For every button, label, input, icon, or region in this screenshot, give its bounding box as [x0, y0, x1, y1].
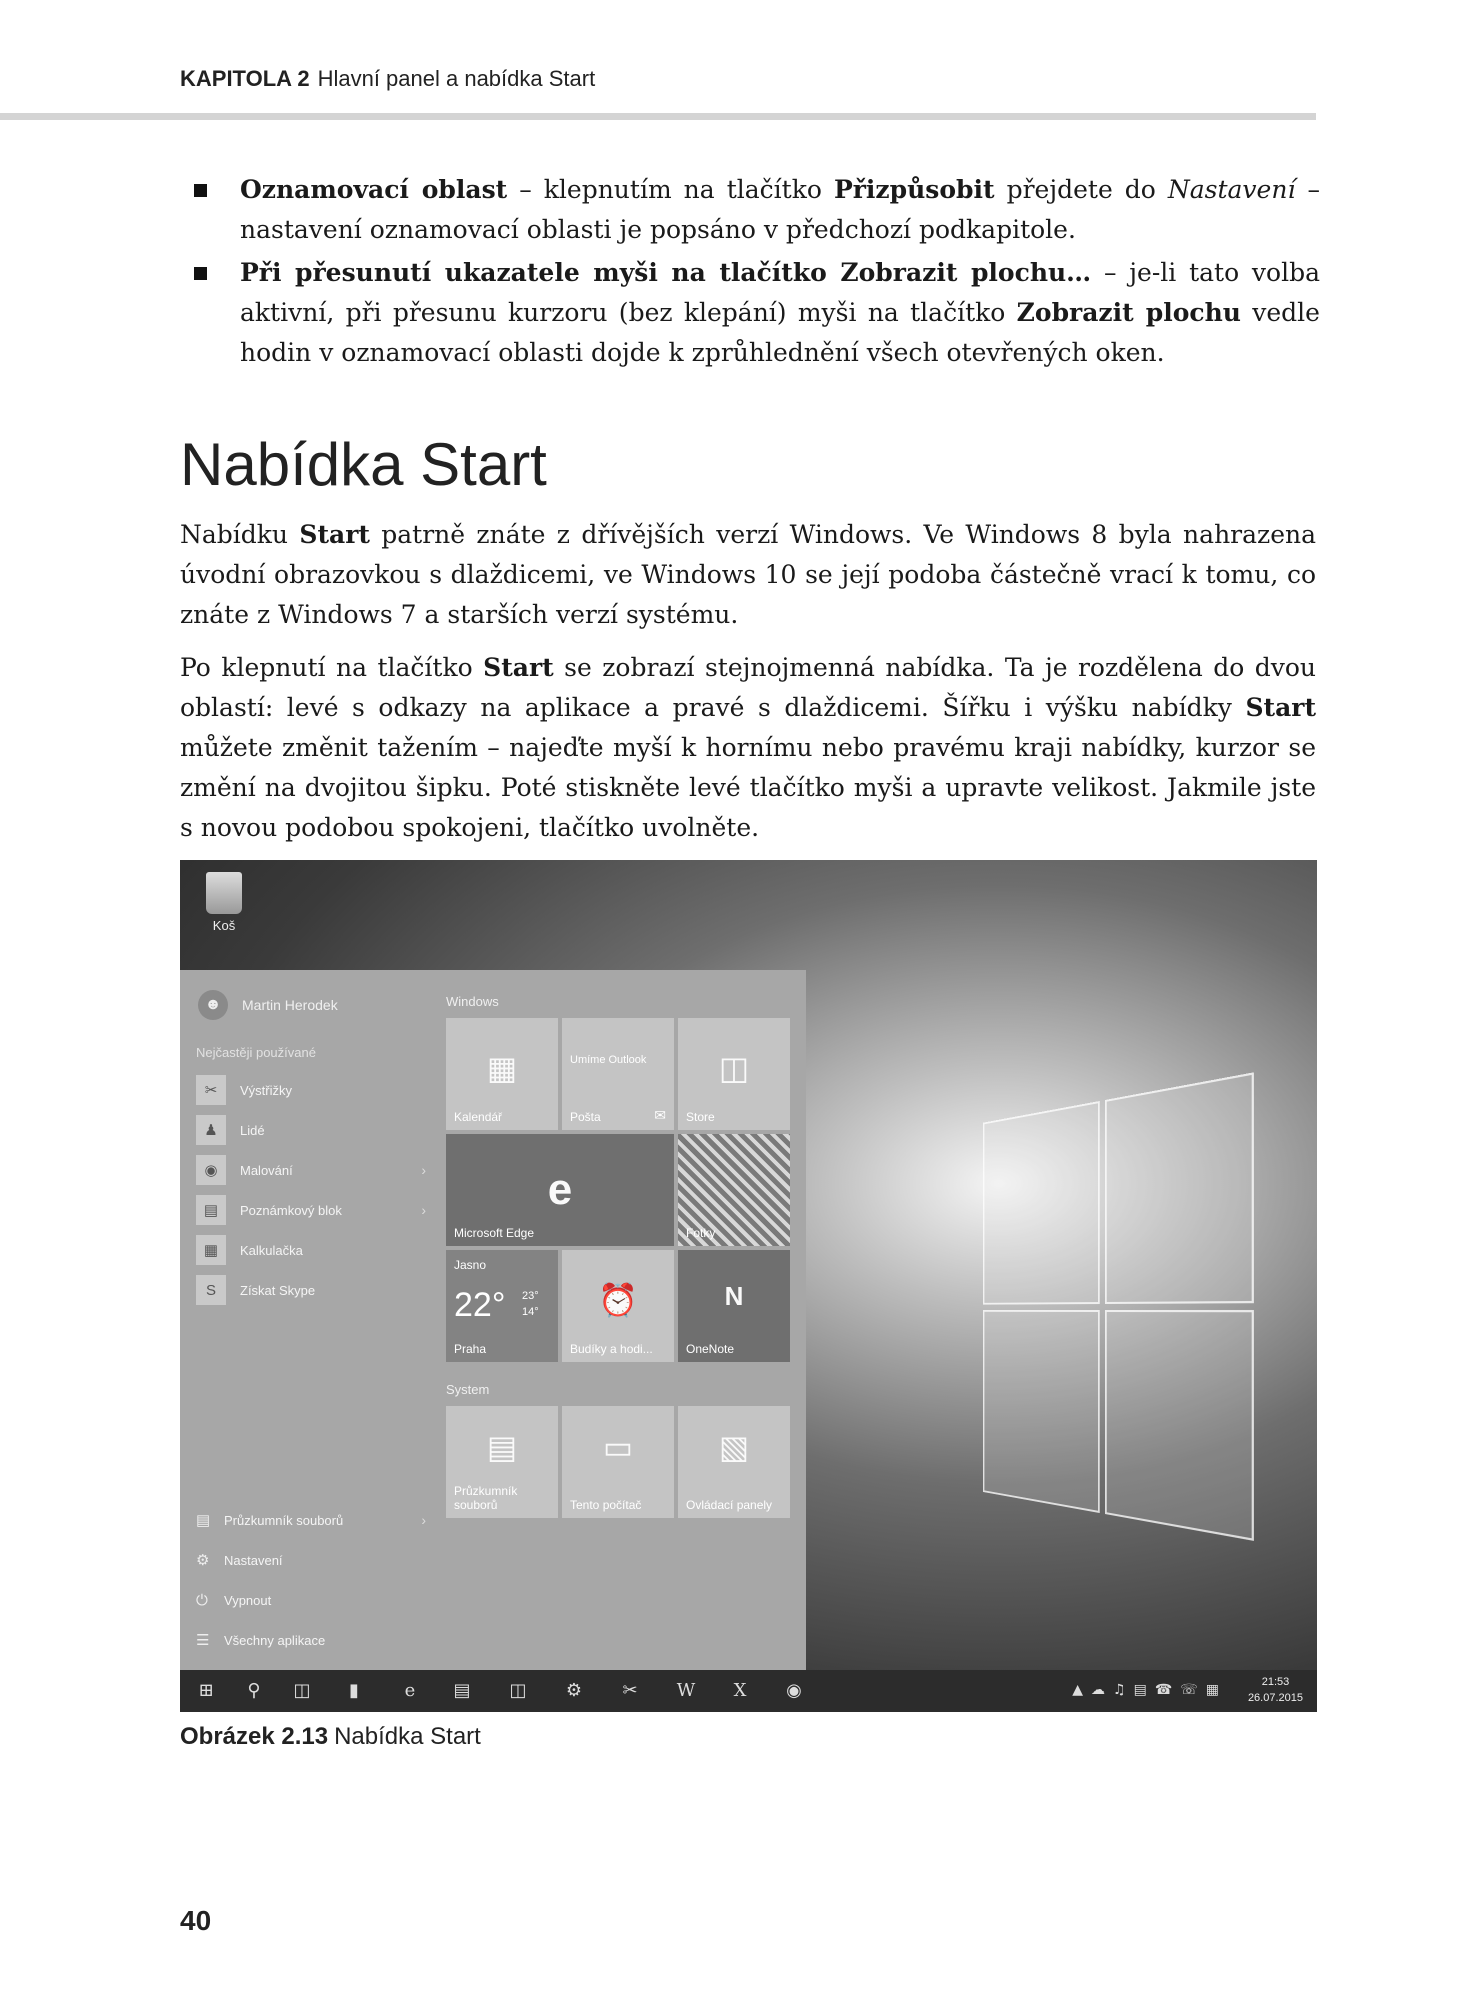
- bullet-term: Při přesunutí ukazatele myši na tlačítko Zobrazit plochu…: [240, 258, 1092, 287]
- settings-taskbar-icon[interactable]: ⚙: [565, 1680, 583, 1701]
- alarm-clock-icon: ⏰: [598, 1282, 638, 1319]
- skype-icon: S: [196, 1275, 226, 1305]
- system-item[interactable]: ☰ Všechny aplikace: [196, 1632, 326, 1649]
- bullet-item: [190, 253, 1320, 373]
- bullet-term: Oznamovací oblast: [240, 175, 508, 204]
- search-icon[interactable]: ⚲: [247, 1680, 261, 1701]
- bullet-item: [190, 170, 1320, 250]
- windows-logo-wallpaper: [983, 1071, 1261, 1549]
- figure-screenshot: [180, 860, 1317, 1712]
- bullet-square: [194, 267, 207, 280]
- store-taskbar-icon[interactable]: ◫: [509, 1680, 527, 1701]
- chapter-label: KAPITOLA 2: [180, 66, 310, 91]
- system-item[interactable]: ▤ Průzkumník souborů ›: [196, 1512, 426, 1529]
- taskbar: [180, 1670, 1317, 1712]
- clock-date: 26.07.2015: [1247, 1692, 1303, 1704]
- people-icon: ♟: [196, 1115, 226, 1145]
- mail-icon: ✉: [654, 1107, 666, 1123]
- paragraph-1: Nabídku Start patrně znáte z dřívějších verzí Windows. Ve Windows 8 byla nahrazena úvodní obrazovkou s dlaždicemi, ve Windows 10 se její podoba částečně vrací k tomu, co znáte z Windows 7 a starších verzí systému.: [180, 520, 1316, 629]
- user-icon: ☻: [198, 990, 228, 1020]
- page-number: 40: [180, 1905, 212, 1936]
- running-header: [180, 66, 595, 92]
- user-account[interactable]: [198, 990, 338, 1020]
- chapter-title: Hlavní panel a nabídka Start: [317, 66, 596, 91]
- tile-photos[interactable]: Fotky: [678, 1134, 790, 1246]
- system-item[interactable]: ⏻ Vypnout: [196, 1591, 272, 1609]
- app-list: [196, 1070, 426, 1310]
- taskbar-clock[interactable]: [1248, 1674, 1303, 1706]
- tile-calendar[interactable]: ▦ Kalendář: [446, 1018, 558, 1130]
- task-view-icon[interactable]: ◫: [293, 1680, 311, 1701]
- tile-this-pc[interactable]: ▭ Tento počítač: [562, 1406, 674, 1518]
- group-label-system: System: [446, 1382, 490, 1397]
- app-item[interactable]: ◉ Malování ›: [196, 1150, 426, 1190]
- chevron-right-icon[interactable]: ›: [421, 1162, 426, 1178]
- bullet-italic: Nastavení: [1167, 175, 1296, 204]
- bullet-square: [194, 184, 207, 197]
- clock-time: 21:53: [1261, 1676, 1290, 1688]
- snipping-tool-icon: ✂: [196, 1075, 226, 1105]
- group-label-windows: Windows: [446, 994, 499, 1009]
- computer-icon: ▭: [602, 1429, 634, 1466]
- notepad-icon: ▤: [196, 1195, 226, 1225]
- chevron-right-icon[interactable]: ›: [421, 1202, 426, 1218]
- figure-caption-text: Nabídka Start: [334, 1723, 481, 1750]
- list-icon: ☰: [196, 1632, 210, 1649]
- app-item[interactable]: ✂ Výstřižky: [196, 1070, 426, 1110]
- gear-icon: ⚙: [196, 1552, 210, 1569]
- excel-taskbar-icon[interactable]: X: [733, 1680, 747, 1701]
- control-panel-icon: ▧: [718, 1429, 750, 1466]
- recycle-bin-label: Koš: [212, 918, 236, 933]
- tile-alarms[interactable]: ⏰ Budíky a hodi...: [562, 1250, 674, 1362]
- figure-label: Obrázek 2.13: [180, 1723, 329, 1750]
- edge-icon: e: [547, 1165, 573, 1215]
- system-tray-icons[interactable]: ▲☁♫▤☎☏▦: [1072, 1682, 1227, 1698]
- figure-caption: [180, 1723, 481, 1751]
- store-bag-icon: ◫: [718, 1050, 750, 1087]
- app-item[interactable]: ♟ Lidé: [196, 1110, 426, 1150]
- paint-icon: ◉: [196, 1155, 226, 1185]
- bullet-bold: Zobrazit plochu: [1016, 298, 1241, 327]
- snipping-taskbar-icon[interactable]: ✂: [622, 1680, 638, 1701]
- app-item[interactable]: S Získat Skype: [196, 1270, 426, 1310]
- tile-mail[interactable]: Umíme Outlook Pošta ✉: [562, 1018, 674, 1130]
- tile-control-panel[interactable]: ▧ Ovládací panely: [678, 1406, 790, 1518]
- app-item[interactable]: ▦ Kalkulačka: [196, 1230, 426, 1270]
- app-icon[interactable]: ▮: [349, 1680, 359, 1701]
- system-list: [196, 1500, 426, 1660]
- frequent-label: Nejčastěji používané: [196, 1045, 316, 1060]
- tile-edge[interactable]: e Microsoft Edge: [446, 1134, 674, 1246]
- bullet-list: [190, 170, 1320, 376]
- calendar-icon: ▦: [486, 1050, 518, 1087]
- power-icon: ⏻: [196, 1591, 208, 1609]
- chevron-right-icon[interactable]: ›: [421, 1512, 426, 1528]
- app-item[interactable]: ▤ Poznámkový blok ›: [196, 1190, 426, 1230]
- system-item[interactable]: ⚙ Nastavení: [196, 1552, 283, 1569]
- bullet-bold: Přizpůsobit: [833, 175, 995, 204]
- tile-weather[interactable]: Jasno 22° 23° 14° Praha: [446, 1250, 558, 1362]
- edge-taskbar-icon[interactable]: e: [404, 1680, 416, 1701]
- calculator-icon: ▦: [196, 1235, 226, 1265]
- header-rule: [0, 113, 1316, 120]
- folder-icon: ▤: [196, 1512, 211, 1529]
- tile-onenote[interactable]: N OneNote: [678, 1250, 790, 1362]
- bullet-text: – klepnutím na tlačítko: [507, 175, 834, 204]
- start-button-icon[interactable]: ⊞: [198, 1680, 214, 1701]
- paint-taskbar-icon[interactable]: ◉: [786, 1680, 802, 1701]
- bullet-text: přejdete do: [994, 175, 1168, 204]
- folder-taskbar-icon[interactable]: ▤: [453, 1680, 471, 1701]
- bullet-text: – je-li tato volba aktivní, při přesunu kurzoru (bez klepání) myši na tlačítko: [240, 258, 1320, 327]
- bullet-text: – nastavení oznamovací oblasti je popsáno v předchozí podkapitole.: [240, 175, 1320, 244]
- bullet-text: vedle hodin v oznamovací oblasti dojde k zprůhlednění všech otevřených oken.: [240, 298, 1320, 367]
- start-menu: [180, 970, 806, 1672]
- folder-icon: ▤: [486, 1429, 518, 1466]
- user-name: Martin Herodek: [242, 997, 338, 1013]
- paragraph-2: Po klepnutí na tlačítko Start se zobrazí stejnojmenná nabídka. Ta je rozdělena do dvou oblastí: levé s odkazy na aplikace a pravé s dlaždicemi. Šířku i výšku nabídky Start můžete změnit tažením – najeďte myší k hornímu nebo pravému kraji nabídky, kurzor se změní na dvojitou šipku. Poté stiskněte levé tlačítko myši a upravte velikost. Jakmile jste s novou podobou spokojeni, tlačítko uvolněte.: [180, 653, 1317, 842]
- onenote-icon: N: [724, 1281, 744, 1312]
- tile-store[interactable]: ◫ Store: [678, 1018, 790, 1130]
- recycle-bin-icon: [206, 872, 242, 914]
- word-taskbar-icon[interactable]: W: [676, 1680, 696, 1701]
- tile-file-explorer[interactable]: ▤ Průzkumník souborů: [446, 1406, 558, 1518]
- section-heading: Nabídka Start: [180, 431, 547, 498]
- recycle-bin[interactable]: [192, 866, 256, 933]
